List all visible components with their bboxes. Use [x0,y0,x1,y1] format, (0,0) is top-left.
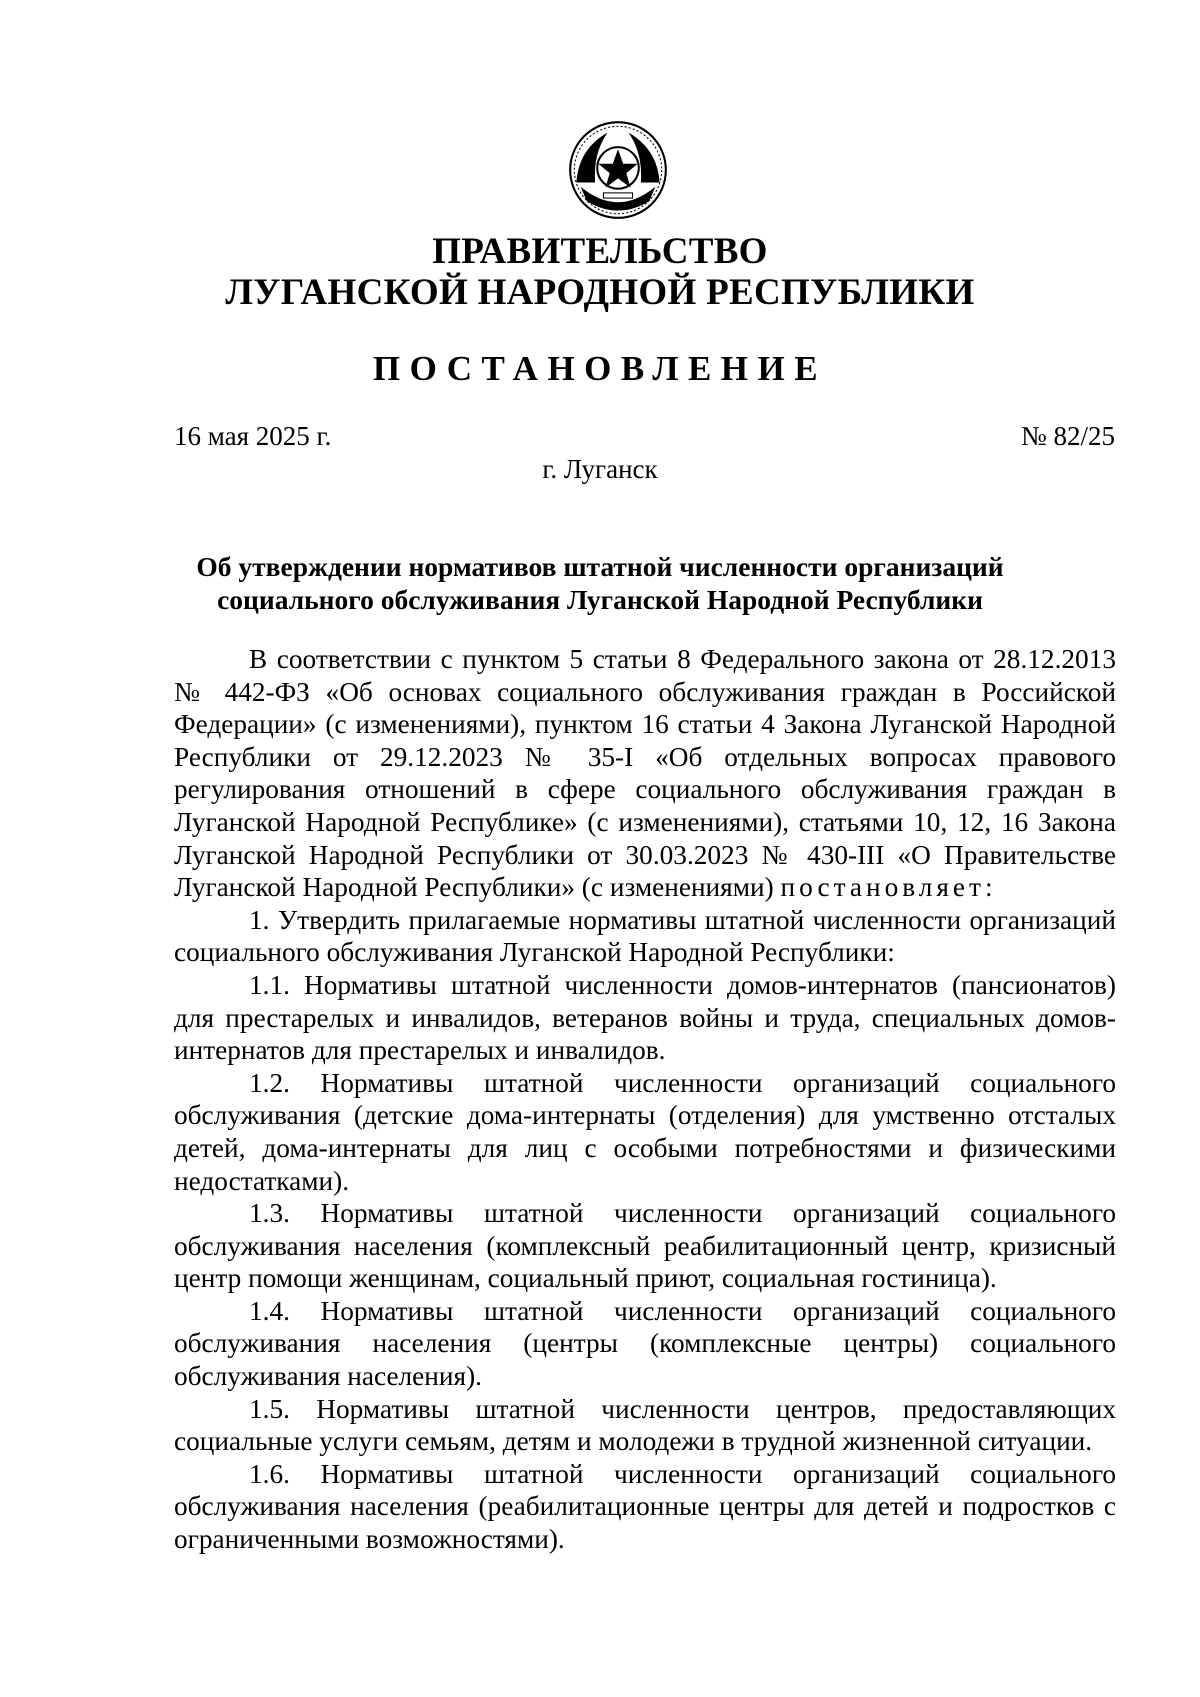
item-1-1: 1.1. Нормативы штатной численности домов-интернатов (пансионатов) для престарелых и инвалидов, ветеранов войны и труда, специальных домов-интернатов для престарелых и инвалидов. [174,969,1116,1066]
document-type: ПОСТАНОВЛЕНИЕ [372,349,828,388]
item-1-5: 1.5. Нормативы штатной численности центров, предоставляющих социальные услуги семьям, детям и молодежи в трудной жизненной ситуации. [174,1393,1116,1457]
item-1-6: 1.6. Нормативы штатной численности организаций социального обслуживания населения (реабилитационные центры для детей и подростков с ограниченными возможностями). [174,1458,1116,1555]
item-1-4: 1.4. Нормативы штатной численности организаций социального обслуживания населения (центры (комплексные центры) социального обслуживания населения). [174,1295,1116,1392]
org-title-line2: ЛУГАНСКОЙ НАРОДНОЙ РЕСПУБЛИКИ [225,272,975,313]
document-date: 16 мая 2025 г. [174,421,332,451]
document-number: № 82/25 [1020,421,1115,451]
coat-of-arms-icon [566,118,670,222]
item-1: 1. Утвердить прилагаемые нормативы штатной численности организаций социального обслуживания Луганской Народной Республики: [174,904,1116,968]
preamble-text: В соответствии с пунктом 5 статьи 8 Федерального закона от 28.12.2013 № 442-ФЗ «Об основах социального обслуживания граждан в Российской Федерации» (с изменениями), пунктом 16 статьи 4 Закона Луганской Народной Республики от 29.12.2023 № 35-I «Об отдельных вопросах правового регулирования отношений в сфере социального обслуживания граждан в Луганской Народной Республике» (с изменениями), статьями 10, 12, 16 Закона Луганской Народной Республики от 30.03.2023 № 430-III «О Правительстве Луганской Народной Республики» (с изменениями) [174,644,1116,903]
document-body [174,643,1116,1556]
document-city: г. Луганск [542,454,658,484]
item-1-2: 1.2. Нормативы штатной численности организаций социального обслуживания (детские дома-интернаты (отделения) для умственно отсталых детей, дома-интернаты для лиц с особыми потребностями и физическими недостатками). [174,1067,1116,1196]
preamble-paragraph [174,643,1116,904]
item-1-3: 1.3. Нормативы штатной численности организаций социального обслуживания населения (комплексный реабилитационный центр, кризисный центр помощи женщинам, социальный приют, социальная гостиница). [174,1198,1116,1294]
subject-line1: Об утверждении нормативов штатной численности организаций [196,551,1004,582]
decree-word: постановляет: [780,872,997,903]
org-title-line1: ПРАВИТЕЛЬСТВО [432,231,768,272]
subject-line2: социального обслуживания Луганской Народной Республики [217,584,983,615]
